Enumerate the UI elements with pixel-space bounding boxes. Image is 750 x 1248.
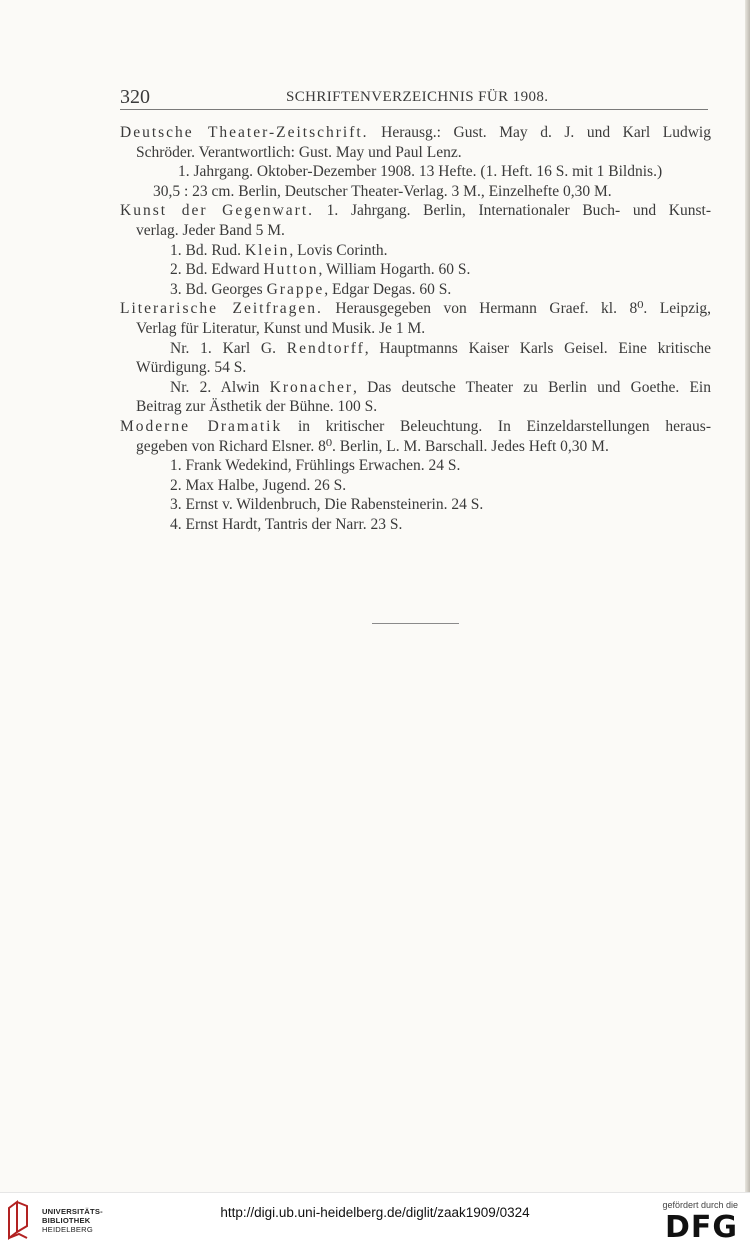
header-rule: [120, 109, 708, 110]
section-end-rule: [372, 623, 459, 624]
bibliography-entry: [120, 417, 711, 535]
dfg-caption: gefördert durch die: [662, 1200, 738, 1210]
list-item: Nr. 1. Karl G. Rendtorff, Hauptmanns Kaiser Karls Geisel. Eine kritische: [170, 339, 711, 357]
running-head: [120, 86, 708, 108]
footer-bar: [0, 1192, 750, 1248]
dfg-logo: DFG: [664, 1210, 738, 1245]
page-edge-shadow: [745, 0, 750, 1192]
entry-text: Verlag für Literatur, Kunst und Musik. Je 1 M.: [136, 319, 426, 337]
entry-text: 1. Jahrgang. Oktober-Dezember 1908. 13 Hefte. (1. Heft. 16 S. mit 1 Bildnis.): [178, 163, 663, 181]
entry-title: Kunst der Gegenwart.: [120, 202, 315, 220]
author-name: Kronacher: [269, 378, 354, 396]
author-name: Rendtorff: [286, 339, 365, 357]
list-item: 4. Ernst Hardt, Tantris der Narr. 23 S.: [170, 515, 403, 533]
source-url-link[interactable]: http://digi.ub.uni-heidelberg.de/diglit/zaak1909/0324: [220, 1205, 530, 1220]
author-name: Grappe: [266, 280, 325, 298]
bibliography-entry: [120, 299, 711, 417]
entry-text: in kritischer Beleuchtung. In Einzeldarstellungen heraus-: [282, 417, 711, 435]
entry-title: Literarische Zeitfragen.: [120, 300, 323, 318]
list-item-continuation: Würdigung. 54 S.: [136, 359, 247, 377]
entry-text: Herausg.: Gust. May d. J. und Karl Ludwig: [368, 124, 711, 141]
author-name: Klein: [244, 241, 290, 259]
entry-text: gegeben von Richard Elsner. 8⁰. Berlin, L. M. Barschall. Jedes Heft 0,30 M.: [136, 437, 609, 455]
entry-text: 1. Jahrgang. Berlin, Internationaler Buch- und Kunst-: [314, 202, 711, 220]
list-item: 3. Bd. Georges Grappe, Edgar Degas. 60 S.: [170, 280, 452, 298]
entry-text: Herausgegeben von Hermann Graef. kl. 8⁰. Leipzig,: [322, 300, 712, 318]
list-item: 1. Frank Wedekind, Frühlings Erwachen. 24 S.: [170, 457, 461, 475]
entry-text: Schröder. Verantwortlich: Gust. May und Paul Lenz.: [136, 143, 462, 161]
entry-text: 30,5 : 23 cm. Berlin, Deutscher Theater-Verlag. 3 M., Einzelhefte 0,30 M.: [153, 182, 612, 200]
list-item: 1. Bd. Rud. Klein, Lovis Corinth.: [170, 241, 388, 259]
bibliography-list: [120, 123, 711, 534]
list-item: 3. Ernst v. Wildenbruch, Die Rabensteinerin. 24 S.: [170, 496, 484, 514]
list-item: 2. Bd. Edward Hutton, William Hogarth. 60 S.: [170, 261, 471, 279]
bibliography-entry: [120, 123, 711, 201]
library-name: UNIVERSITÄTS- BIBLIOTHEK HEIDELBERG: [42, 1207, 103, 1234]
page-number: 320: [120, 86, 150, 108]
list-item-continuation: Beitrag zur Ästhetik der Bühne. 100 S.: [136, 398, 378, 416]
entry-title: Deutsche Theater-Zeitschrift.: [120, 124, 369, 141]
author-name: Hutton: [263, 261, 319, 279]
list-item: Nr. 2. Alwin Kronacher, Das deutsche Theater zu Berlin und Goethe. Ein: [170, 378, 711, 396]
bibliography-entry: [120, 201, 711, 299]
page-header-title: SCHRIFTENVERZEICHNIS FÜR 1908.: [286, 89, 549, 105]
entry-text: verlag. Jeder Band 5 M.: [136, 221, 285, 239]
list-item: 2. Max Halbe, Jugend. 26 S.: [170, 476, 347, 494]
entry-title: Moderne Dramatik: [120, 417, 283, 435]
